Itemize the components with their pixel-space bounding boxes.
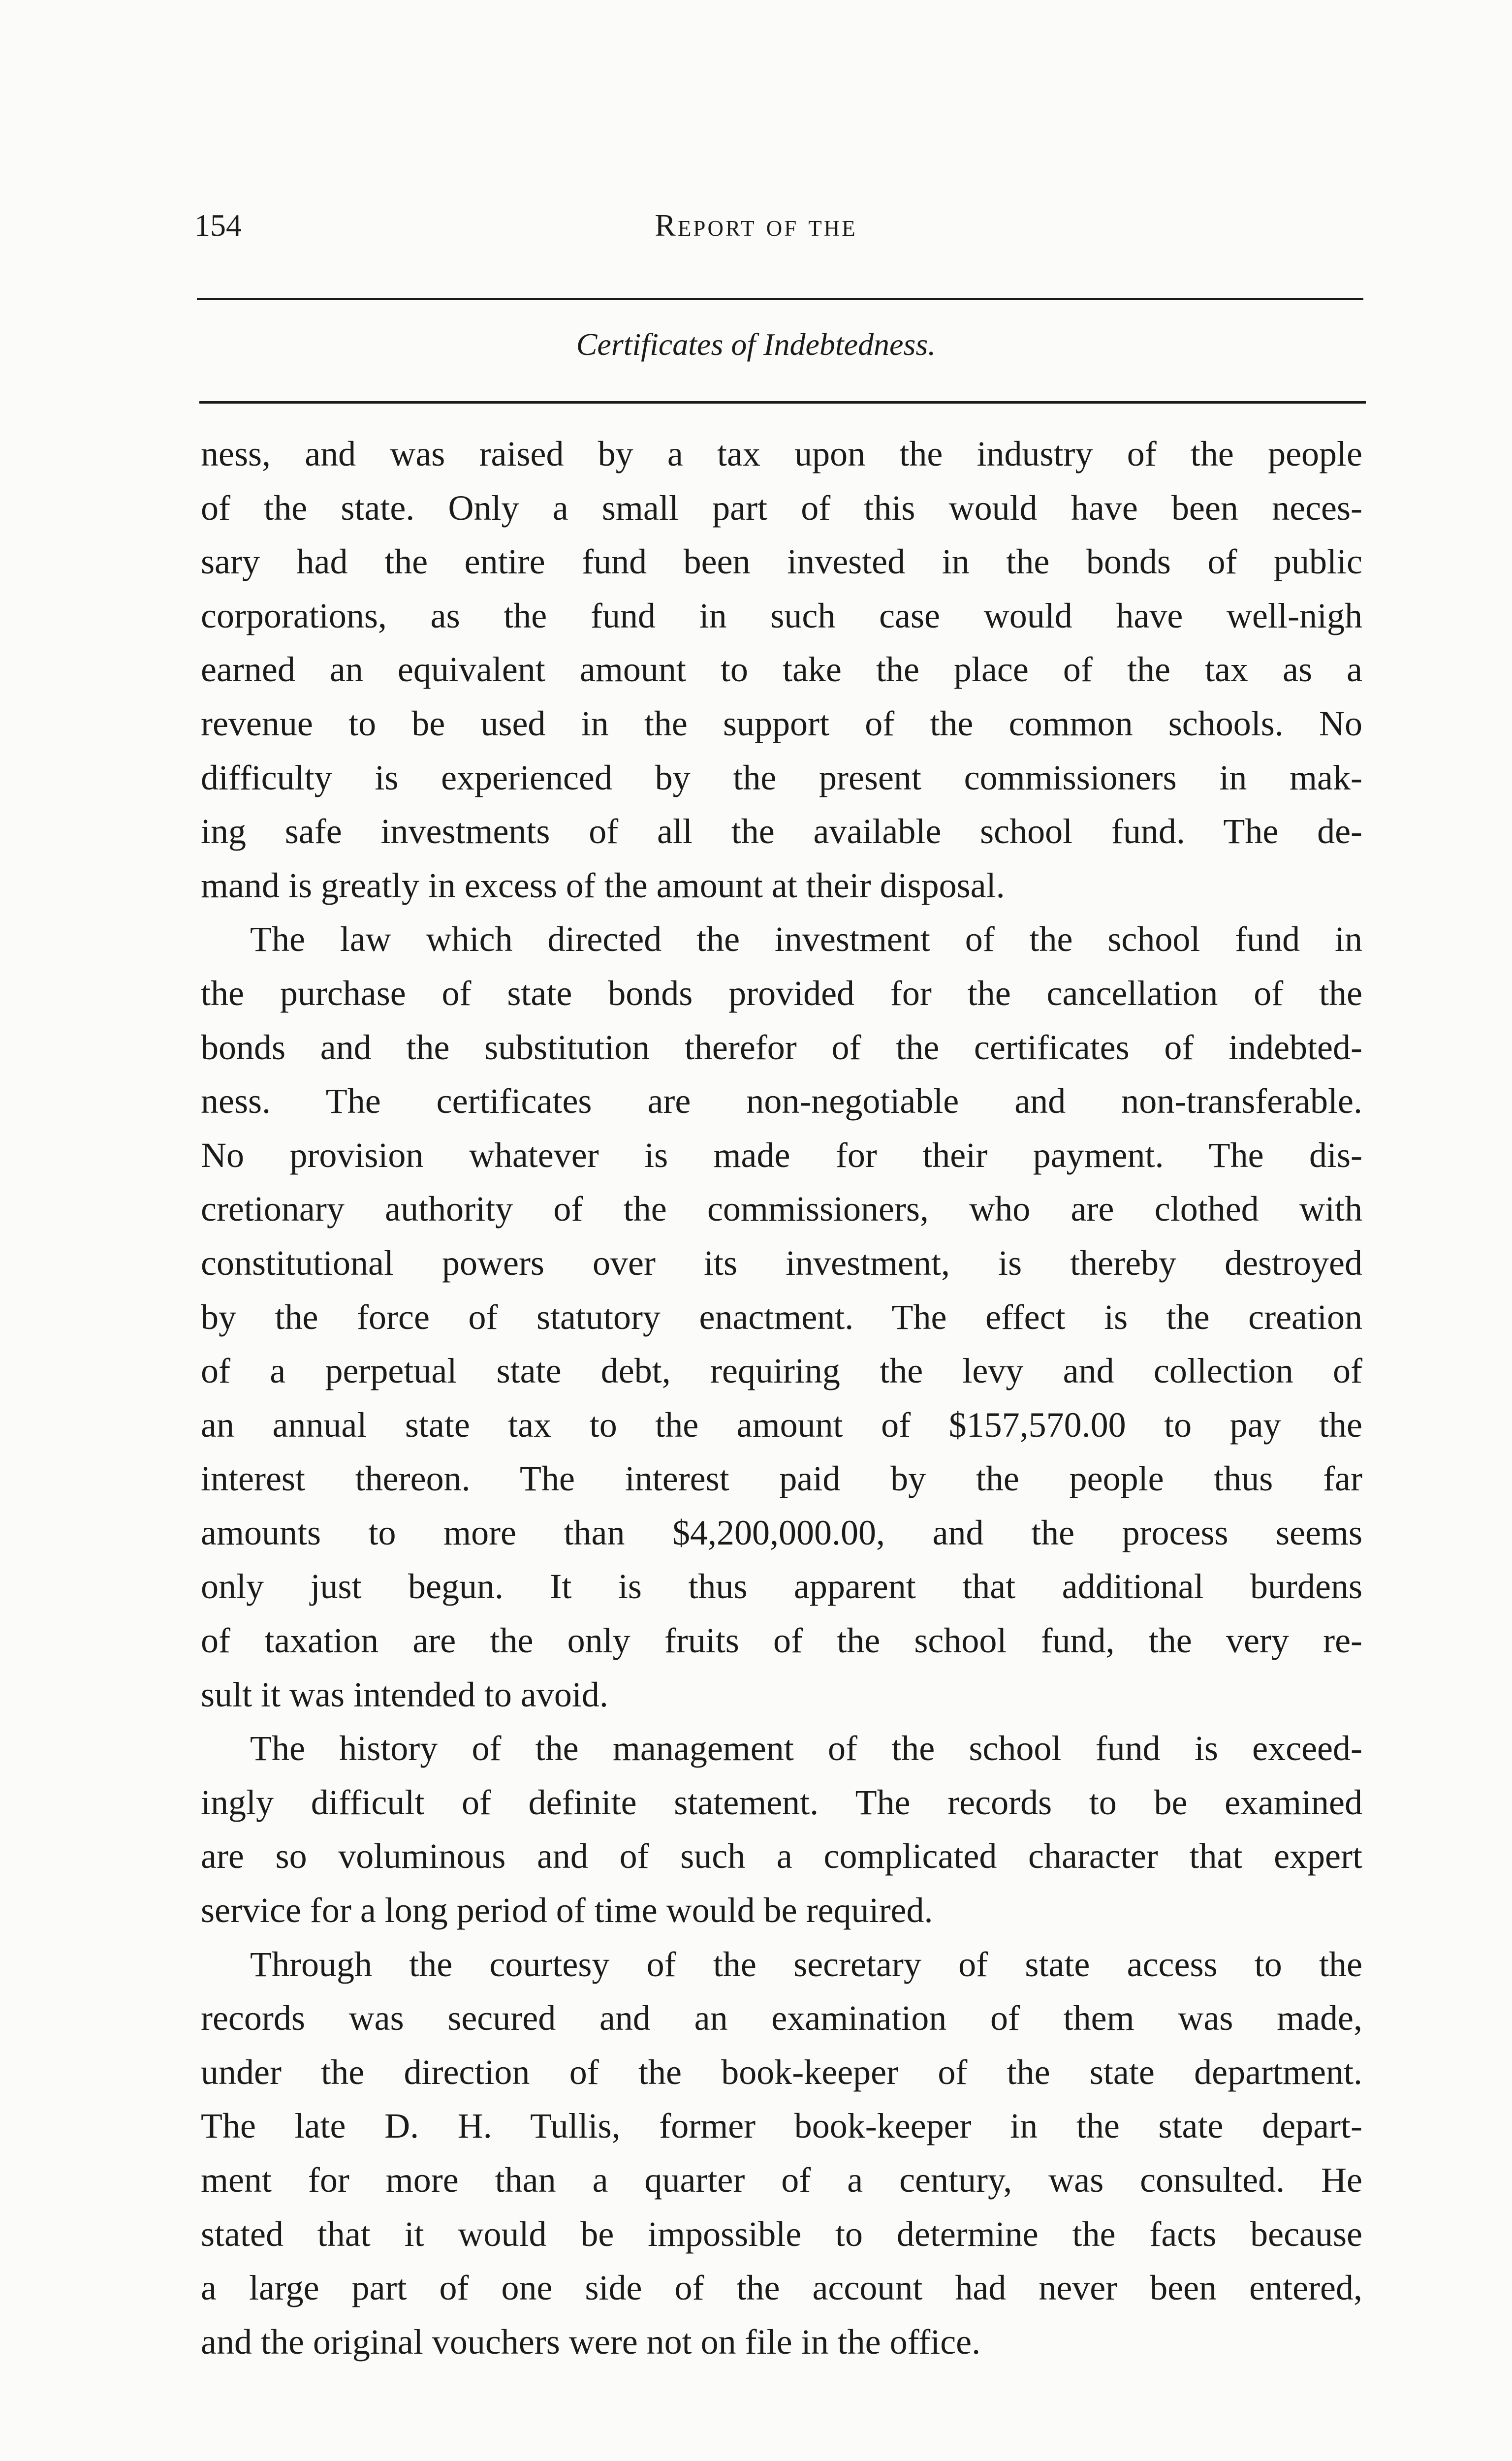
paragraph [201, 913, 1362, 1722]
text-line: No provision whatever is made for their payment. The dis- [201, 1135, 1362, 1175]
text-line: The history of the management of the school fund is exceed- [250, 1729, 1362, 1768]
text-line: ing safe investments of all the available school fund. The de- [201, 812, 1362, 852]
text-line: The law which directed the investment of the school fund in [250, 919, 1362, 959]
body-text [201, 427, 1362, 2369]
page-number: 154 [194, 208, 242, 243]
paragraph [201, 1938, 1362, 2369]
text-line: and the original vouchers were not on file in the office. [201, 2322, 981, 2362]
text-line: only just begun. It is thus apparent that additional burdens [201, 1567, 1362, 1607]
text-line: amounts to more than $4,200,000.00, and the process seems [201, 1513, 1362, 1552]
text-line: cretionary authority of the commissioners, who are clothed with [201, 1189, 1362, 1229]
text-line: ness. The certificates are non-negotiable and non-transferable. [201, 1081, 1362, 1121]
text-line: sult it was intended to avoid. [201, 1674, 608, 1714]
text-line: interest thereon. The interest paid by the people thus far [201, 1459, 1362, 1499]
text-line: mand is greatly in excess of the amount at their disposal. [201, 865, 1005, 905]
text-line: earned an equivalent amount to take the place of the tax as a [201, 650, 1362, 690]
text-line: of the state. Only a small part of this would have been neces- [201, 488, 1362, 528]
text-line: corporations, as the fund in such case would have well-nigh [201, 596, 1362, 635]
header-rule-bottom [199, 401, 1366, 404]
text-line: service for a long period of time would be required. [201, 1891, 933, 1930]
header-rule-top [197, 298, 1363, 300]
text-line: of a perpetual state debt, requiring the levy and collection of [201, 1351, 1362, 1391]
paragraph [201, 427, 1362, 913]
section-title: Certificates of Indebtedness. [576, 327, 936, 362]
text-line: ness, and was raised by a tax upon the industry of the people [201, 434, 1362, 473]
text-line: Through the courtesy of the secretary of state access to the [250, 1944, 1362, 1984]
text-line: under the direction of the book-keeper of the state department. [201, 2052, 1362, 2092]
text-line: are so voluminous and of such a complicated character that expert [201, 1836, 1362, 1876]
running-head: Report of the [655, 208, 857, 243]
text-line: by the force of statutory enactment. The effect is the creation [201, 1297, 1362, 1337]
paragraph [201, 1722, 1362, 1937]
text-line: ment for more than a quarter of a century, was consulted. He [201, 2160, 1362, 2200]
text-line: of taxation are the only fruits of the school fund, the very re- [201, 1621, 1362, 1661]
text-line: ingly difficult of definite statement. The records to be examined [201, 1782, 1362, 1822]
text-line: a large part of one side of the account had never been entered, [201, 2268, 1362, 2308]
text-line: records was secured and an examination of them was made, [201, 1998, 1362, 2038]
text-line: sary had the entire fund been invested in the bonds of public [201, 542, 1362, 582]
text-line: difficulty is experienced by the present commissioners in mak- [201, 757, 1362, 797]
text-line: constitutional powers over its investment, is thereby destroyed [201, 1243, 1362, 1283]
text-line: revenue to be used in the support of the common schools. No [201, 703, 1362, 743]
text-line: stated that it would be impossible to determine the facts because [201, 2214, 1362, 2254]
text-line: The late D. H. Tullis, former book-keeper in the state depart- [201, 2106, 1362, 2146]
text-line: the purchase of state bonds provided for the cancellation of the [201, 973, 1362, 1013]
text-line: bonds and the substitution therefor of the certificates of indebted- [201, 1027, 1362, 1067]
text-line: an annual state tax to the amount of $157,570.00 to pay the [201, 1405, 1362, 1445]
